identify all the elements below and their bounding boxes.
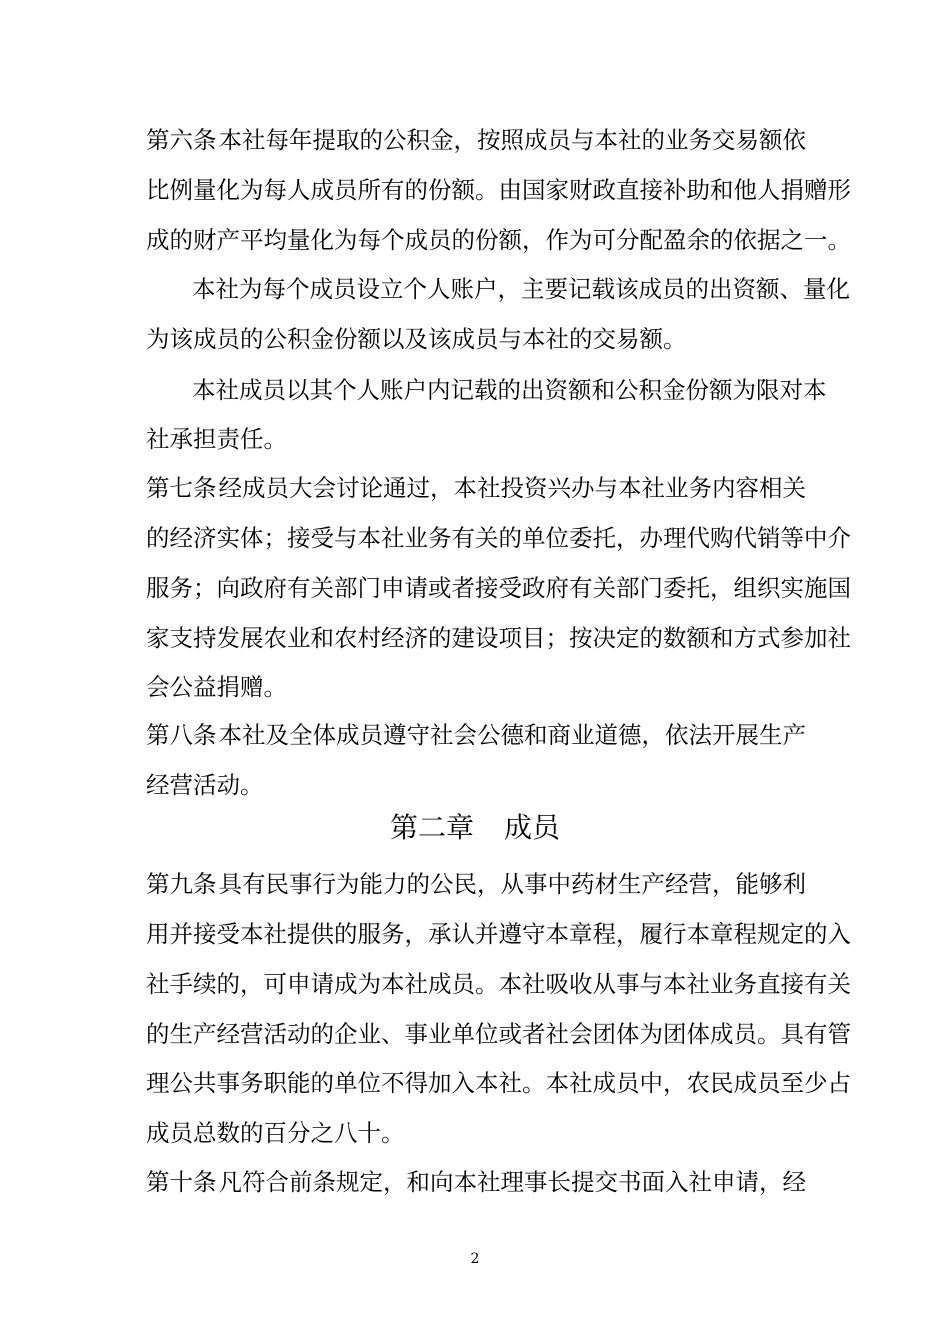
article-9-line-1 <box>146 868 806 900</box>
article-9-line-3: 社手续的，可申请成为本社成员。本社吸收从事与本社业务直接有关 <box>146 970 851 998</box>
article-9-line-4: 的生产经营活动的企业、事业单位或者社会团体为团体成员。具有管 <box>146 1020 851 1048</box>
article-7-line-3: 服务；向政府有关部门申请或者接受政府有关部门委托，组织实施国 <box>146 574 851 602</box>
article-6-para3-line-1: 本社成员以其个人账户内记载的出资额和公积金份额为限对本 <box>192 376 827 404</box>
article-8-line-1 <box>146 719 806 751</box>
article-9-text: 具有民事行为能力的公民，从事中药材生产经营，能够利 <box>218 870 806 898</box>
article-6-para2-line-2: 为该成员的公积金份额以及该成员与本社的交易额。 <box>146 325 687 353</box>
page-number: 2 <box>470 1251 480 1267</box>
chapter-number: 第二章 <box>389 811 474 844</box>
article-10-label: 第十条 <box>146 1168 217 1196</box>
article-6-para2-line-1: 本社为每个成员设立个人账户，主要记载该成员的出资额、量化 <box>192 275 850 303</box>
article-6-line-1 <box>146 124 806 156</box>
article-7-text: 经成员大会讨论通过，本社投资兴办与本社业务内容相关 <box>218 474 806 502</box>
chapter-title: 成员 <box>504 811 561 844</box>
article-6-text: 本社每年提取的公积金，按照成员与本社的业务交易额依 <box>218 126 806 154</box>
article-9-label: 第九条 <box>146 870 217 898</box>
article-7-label: 第七条 <box>146 474 217 502</box>
article-8-text: 本社及全体成员遵守社会公德和商业道德，依法开展生产 <box>218 721 806 749</box>
article-6-para3-line-2: 社承担责任。 <box>146 425 287 453</box>
article-7-line-5: 会公益捐赠。 <box>146 673 287 701</box>
chapter-heading <box>0 810 950 846</box>
article-7-line-2: 的经济实体；接受与本社业务有关的单位委托，办理代购代销等中介 <box>146 524 851 552</box>
article-8-line-2: 经营活动。 <box>146 771 264 799</box>
article-9-line-2: 用并接受本社提供的服务，承认并遵守本章程，履行本章程规定的入 <box>146 920 851 948</box>
article-9-line-6: 成员总数的百分之八十。 <box>146 1119 405 1147</box>
article-6-line-3: 成的财产平均量化为每个成员的份额，作为可分配盈余的依据之一。 <box>146 226 851 254</box>
article-10-line-1 <box>146 1166 806 1198</box>
article-10-text: 凡符合前条规定，和向本社理事长提交书面入社申请，经 <box>218 1168 806 1196</box>
article-6-label: 第六条 <box>146 126 217 154</box>
article-7-line-1 <box>146 472 806 504</box>
article-7-line-4: 家支持发展农业和农村经济的建设项目；按决定的数额和方式参加社 <box>146 624 851 652</box>
article-8-label: 第八条 <box>146 721 217 749</box>
article-9-line-5: 理公共事务职能的单位不得加入本社。本社成员中，农民成员至少占 <box>146 1069 851 1097</box>
article-6-line-2: 比例量化为每人成员所有的份额。由国家财政直接补助和他人捐赠形 <box>146 176 851 204</box>
